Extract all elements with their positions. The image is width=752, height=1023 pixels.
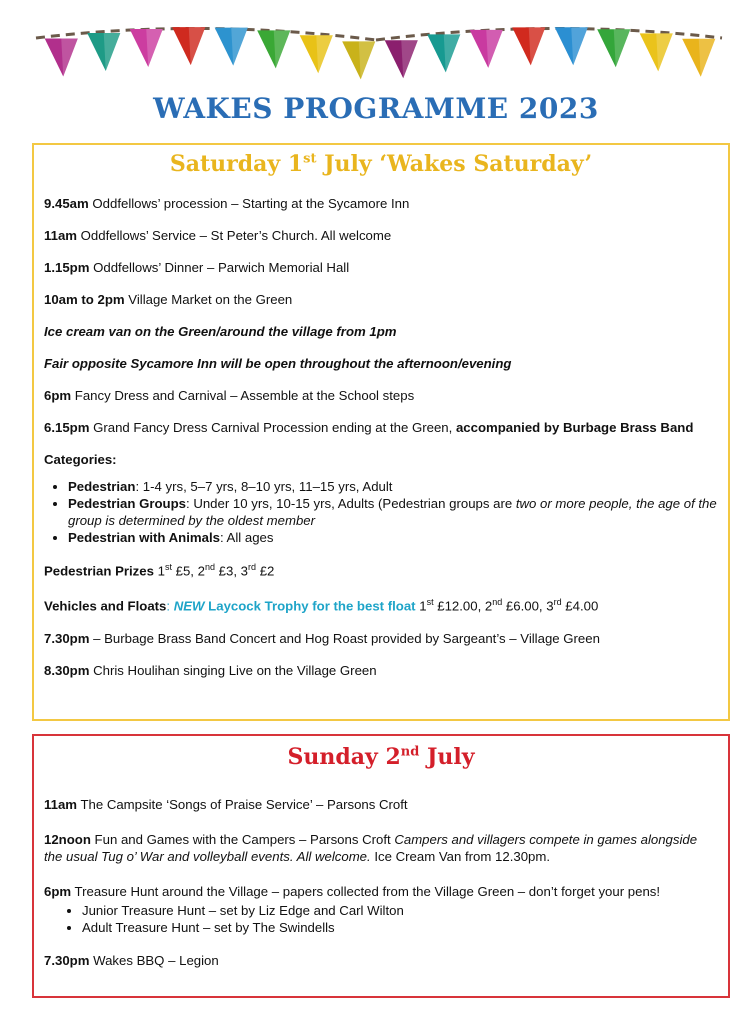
bunting-flag-highlight [699, 39, 716, 77]
pedestrian-prizes: Pedestrian Prizes 1st £5, 2nd £3, 3rd £2 [44, 562, 275, 579]
bunting-flag-highlight [529, 27, 546, 65]
bunting-flag-highlight [316, 35, 333, 73]
bunting-flag-highlight [189, 27, 206, 65]
bunting-flag-highlight [656, 33, 673, 71]
saturday-heading: Saturday 1st July ‘Wakes Saturday’ [169, 151, 593, 177]
event-market: 10am to 2pm Village Market on the Green [44, 292, 293, 307]
sunday-heading: Sunday 2nd July [287, 744, 475, 770]
saturday-section [32, 143, 730, 721]
page-title: WAKES PROGRAMME 2023 [153, 92, 599, 125]
sunday-section [32, 734, 730, 998]
categories-label: Categories: [44, 452, 117, 467]
vehicles-floats: Vehicles and Floats: NEW Laycock Trophy for the best float 1st £12.00, 2nd £6.00, 3rd £4.00 [44, 597, 599, 614]
bunting-flag-highlight [444, 34, 461, 72]
category-pedestrian: • Pedestrian: 1-4 yrs, 5–7 yrs, 8–10 yrs, 11–15 yrs, Adult [68, 478, 718, 495]
list-item: • Junior Treasure Hunt – set by Liz Edge and Carl Wilton [82, 902, 718, 919]
bunting-flag-highlight [104, 33, 121, 71]
event-procession: 9.45am Oddfellows’ procession – Starting at the Sycamore Inn [44, 196, 410, 211]
event-service: 11am Oddfellows’ Service – St Peter’s Church. All welcome [44, 228, 392, 243]
event-fun-and-games: 12noon Fun and Games with the Campers – Parsons Croft Campers and villagers compete in games alongside the usual Tug o’ War and volleyball events. All welcome. Ice Cream Van from 12.30pm. [44, 832, 698, 864]
bunting-flag-highlight [401, 40, 418, 78]
event-treasure-hunt: 6pm Treasure Hunt around the Village – papers collected from the Village Green – don’t forget your pens! [44, 884, 661, 899]
bunting-flag-highlight [146, 29, 163, 67]
bunting-flag-highlight [571, 27, 588, 65]
category-pedestrian-animals: • Pedestrian with Animals: All ages [68, 529, 718, 546]
event-fancy-dress: 6pm Fancy Dress and Carnival – Assemble at the School steps [44, 388, 415, 403]
event-dinner: 1.15pm Oddfellows’ Dinner – Parwich Memorial Hall [44, 260, 350, 275]
event-carnival-procession: 6.15pm Grand Fancy Dress Carnival Procession ending at the Green, accompanied by Burbage Brass Band [44, 420, 694, 435]
category-pedestrian-groups: • Pedestrian Groups: Under 10 yrs, 10-15 yrs, Adults (Pedestrian groups are two or more people, the age of the group is determined by the oldest member [68, 495, 718, 529]
categories-list [44, 478, 718, 546]
bunting-flag-highlight [359, 41, 376, 79]
bunting-flag-highlight [486, 30, 503, 68]
event-songs-of-praise: 11am The Campsite ‘Songs of Praise Service’ – Parsons Croft [44, 797, 408, 812]
list-item: • Adult Treasure Hunt – set by The Swindells [82, 919, 718, 936]
bunting-flag-highlight [614, 29, 631, 67]
bunting-decoration [0, 0, 752, 100]
event-concert: 7.30pm – Burbage Brass Band Concert and Hog Roast provided by Sargeant’s – Village Green [44, 630, 600, 646]
bunting-flag-highlight [61, 38, 78, 76]
bunting-flag-highlight [274, 30, 291, 68]
note-fair: Fair opposite Sycamore Inn will be open throughout the afternoon/evening [44, 356, 512, 371]
bunting-flags [45, 27, 716, 79]
event-singing: 8.30pm Chris Houlihan singing Live on the Village Green [44, 662, 377, 678]
event-bbq: 7.30pm Wakes BBQ – Legion [44, 953, 219, 968]
note-ice-cream: Ice cream van on the Green/around the village from 1pm [44, 324, 397, 339]
bunting-flag-highlight [231, 28, 248, 66]
treasure-hunt-list [44, 902, 718, 936]
